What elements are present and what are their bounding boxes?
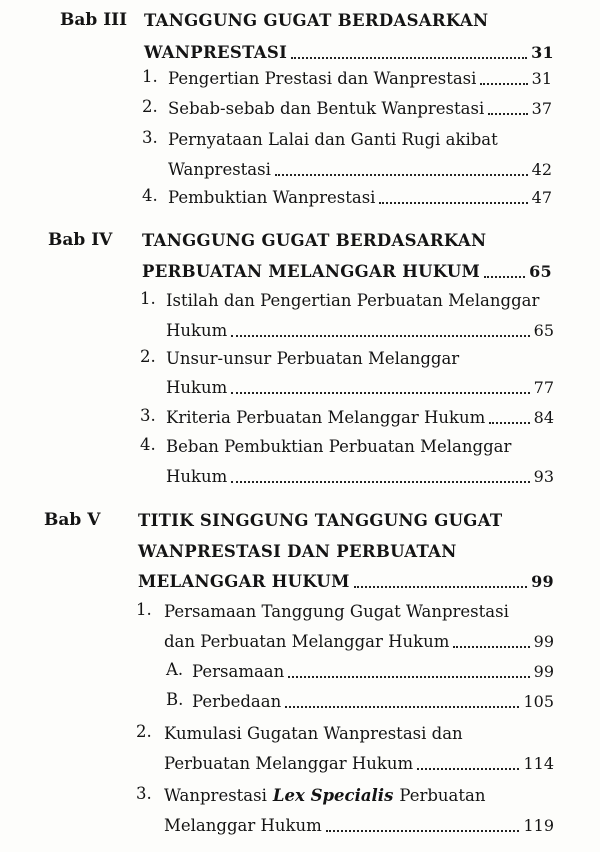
dot-leader xyxy=(231,391,529,394)
dot-leader xyxy=(484,275,525,278)
dot-leader xyxy=(231,480,529,483)
chapter-title: TANGGUNG GUGAT BERDASARKAN xyxy=(144,11,489,30)
toc-entry-continuation: Hukum 93 xyxy=(166,467,554,486)
toc-entry-continuation: Wanprestasi 42 xyxy=(168,160,552,179)
page-number: 65 xyxy=(533,321,554,340)
chapter-title: TANGGUNG GUGAT BERDASARKAN xyxy=(142,231,487,250)
toc-entry: Istilah dan Pengertian Perbuatan Melanggar xyxy=(166,291,540,310)
item-number: 3. xyxy=(142,128,158,147)
chapter-title-entry: MELANGGAR HUKUM 99 xyxy=(138,572,554,591)
toc-entry-continuation: Perbuatan Melanggar Hukum 114 xyxy=(164,754,554,773)
item-number: 3. xyxy=(136,784,152,803)
toc-entry: Pembuktian Wanprestasi 47 xyxy=(168,188,552,207)
toc-entry-continuation: Hukum 77 xyxy=(166,378,554,397)
dot-leader xyxy=(291,56,527,59)
dot-leader xyxy=(453,645,529,648)
page-number: 42 xyxy=(531,160,552,179)
item-number: 1. xyxy=(136,600,152,619)
page-number: 37 xyxy=(531,99,552,118)
toc-entry: Kumulasi Gugatan Wanprestasi dan xyxy=(164,724,463,743)
toc-entry-continuation: Melanggar Hukum 119 xyxy=(164,816,554,835)
emphasized-term: Lex Specialis xyxy=(272,786,394,805)
chapter-label: Bab V xyxy=(44,510,101,530)
dot-leader xyxy=(354,585,527,588)
dot-leader xyxy=(288,675,529,678)
sub-item-letter: A. xyxy=(166,660,184,679)
page-number: 99 xyxy=(533,632,554,651)
page-number: 65 xyxy=(529,262,552,281)
chapter-label: Bab IV xyxy=(48,230,113,250)
page-number: 93 xyxy=(533,467,554,486)
dot-leader xyxy=(488,112,527,115)
item-number: 1. xyxy=(140,289,156,308)
chapter-title: TITIK SINGGUNG TANGGUNG GUGAT xyxy=(138,511,503,530)
page-number: 114 xyxy=(523,754,554,773)
toc-entry: Wanprestasi Lex Specialis Perbuatan xyxy=(164,786,486,805)
toc-entry: Sebab-sebab dan Bentuk Wanprestasi 37 xyxy=(168,99,552,118)
sub-item-letter: B. xyxy=(166,690,184,709)
toc-entry-continuation: Hukum 65 xyxy=(166,321,554,340)
page-number: 47 xyxy=(531,188,552,207)
toc-entry: Kriteria Perbuatan Melanggar Hukum 84 xyxy=(166,408,554,427)
toc-entry-continuation: dan Perbuatan Melanggar Hukum 99 xyxy=(164,632,554,651)
chapter-title: WANPRESTASI DAN PERBUATAN xyxy=(138,542,457,561)
page-number: 77 xyxy=(533,378,554,397)
dot-leader xyxy=(489,421,529,424)
item-number: 1. xyxy=(142,67,158,86)
page-number: 31 xyxy=(531,69,552,88)
chapter-label: Bab III xyxy=(60,10,128,30)
toc-entry: Beban Pembuktian Perbuatan Melanggar xyxy=(166,437,512,456)
page-number: 105 xyxy=(523,692,554,711)
page-number: 84 xyxy=(533,408,554,427)
item-number: 3. xyxy=(140,406,156,425)
item-number: 4. xyxy=(140,435,156,454)
dot-leader xyxy=(379,201,527,204)
item-number: 2. xyxy=(142,97,158,116)
item-number: 2. xyxy=(140,347,156,366)
dot-leader xyxy=(480,82,527,85)
chapter-title-entry: WANPRESTASI 31 xyxy=(144,43,554,62)
page-number: 119 xyxy=(523,816,554,835)
dot-leader xyxy=(326,829,520,832)
item-number: 4. xyxy=(142,186,158,205)
toc-sub-entry: Persamaan 99 xyxy=(192,662,554,681)
page-number: 31 xyxy=(531,43,554,62)
item-number: 2. xyxy=(136,722,152,741)
toc-entry: Unsur-unsur Perbuatan Melanggar xyxy=(166,349,460,368)
toc-entry: Pengertian Prestasi dan Wanprestasi 31 xyxy=(168,69,552,88)
page-number: 99 xyxy=(531,572,554,591)
chapter-title-entry: PERBUATAN MELANGGAR HUKUM 65 xyxy=(142,262,552,281)
toc-entry: Persamaan Tanggung Gugat Wanprestasi xyxy=(164,602,509,621)
toc-entry: Pernyataan Lalai dan Ganti Rugi akibat xyxy=(168,130,498,149)
dot-leader xyxy=(275,173,528,176)
dot-leader xyxy=(285,705,519,708)
dot-leader xyxy=(231,334,529,337)
dot-leader xyxy=(417,767,519,770)
page-number: 99 xyxy=(533,662,554,681)
toc-sub-entry: Perbedaan 105 xyxy=(192,692,554,711)
